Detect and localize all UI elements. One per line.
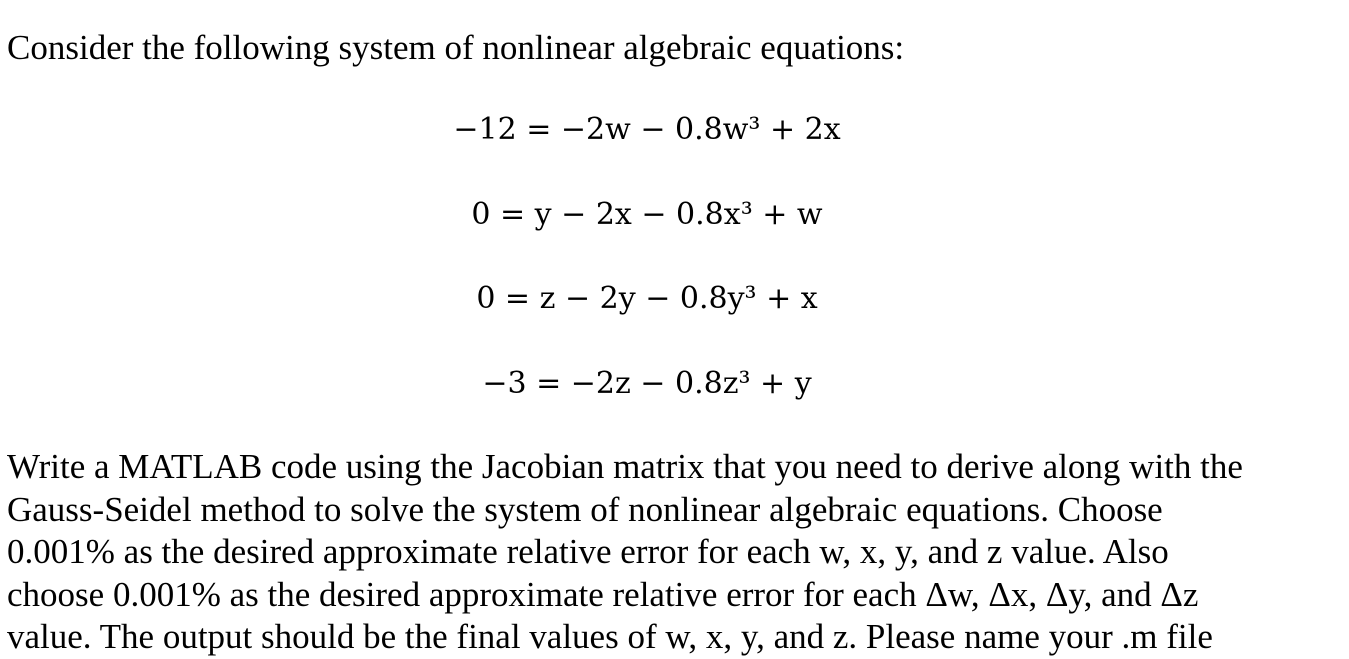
equation-1: −12 = −2w − 0.8w³ + 2x bbox=[453, 112, 841, 147]
equation-2: 0 = y − 2x − 0.8x³ + w bbox=[471, 197, 823, 232]
paragraph-line-3: 0.001% as the desired approximate relative error for each w, x, y, and z value. Also bbox=[7, 532, 1169, 571]
intro-text: Consider the following system of nonlinear algebraic equations: bbox=[7, 28, 905, 67]
paragraph-line-5: value. The output should be the final values of w, x, y, and z. Please name your .m file bbox=[7, 617, 1213, 656]
paragraph-line-4: choose 0.001% as the desired approximate relative error for each Δw, Δx, Δy, and Δz bbox=[7, 574, 1199, 614]
instruction-paragraph bbox=[7, 446, 1342, 659]
equation-3: 0 = z − 2y − 0.8y³ + x bbox=[476, 281, 818, 316]
paragraph-line-2: Gauss-Seidel method to solve the system of nonlinear algebraic equations. Choose bbox=[7, 489, 1163, 529]
equation-4: −3 = −2z − 0.8z³ + y bbox=[482, 366, 812, 401]
paragraph-line-1: Write a MATLAB code using the Jacobian matrix that you need to derive along with the bbox=[7, 447, 1243, 486]
